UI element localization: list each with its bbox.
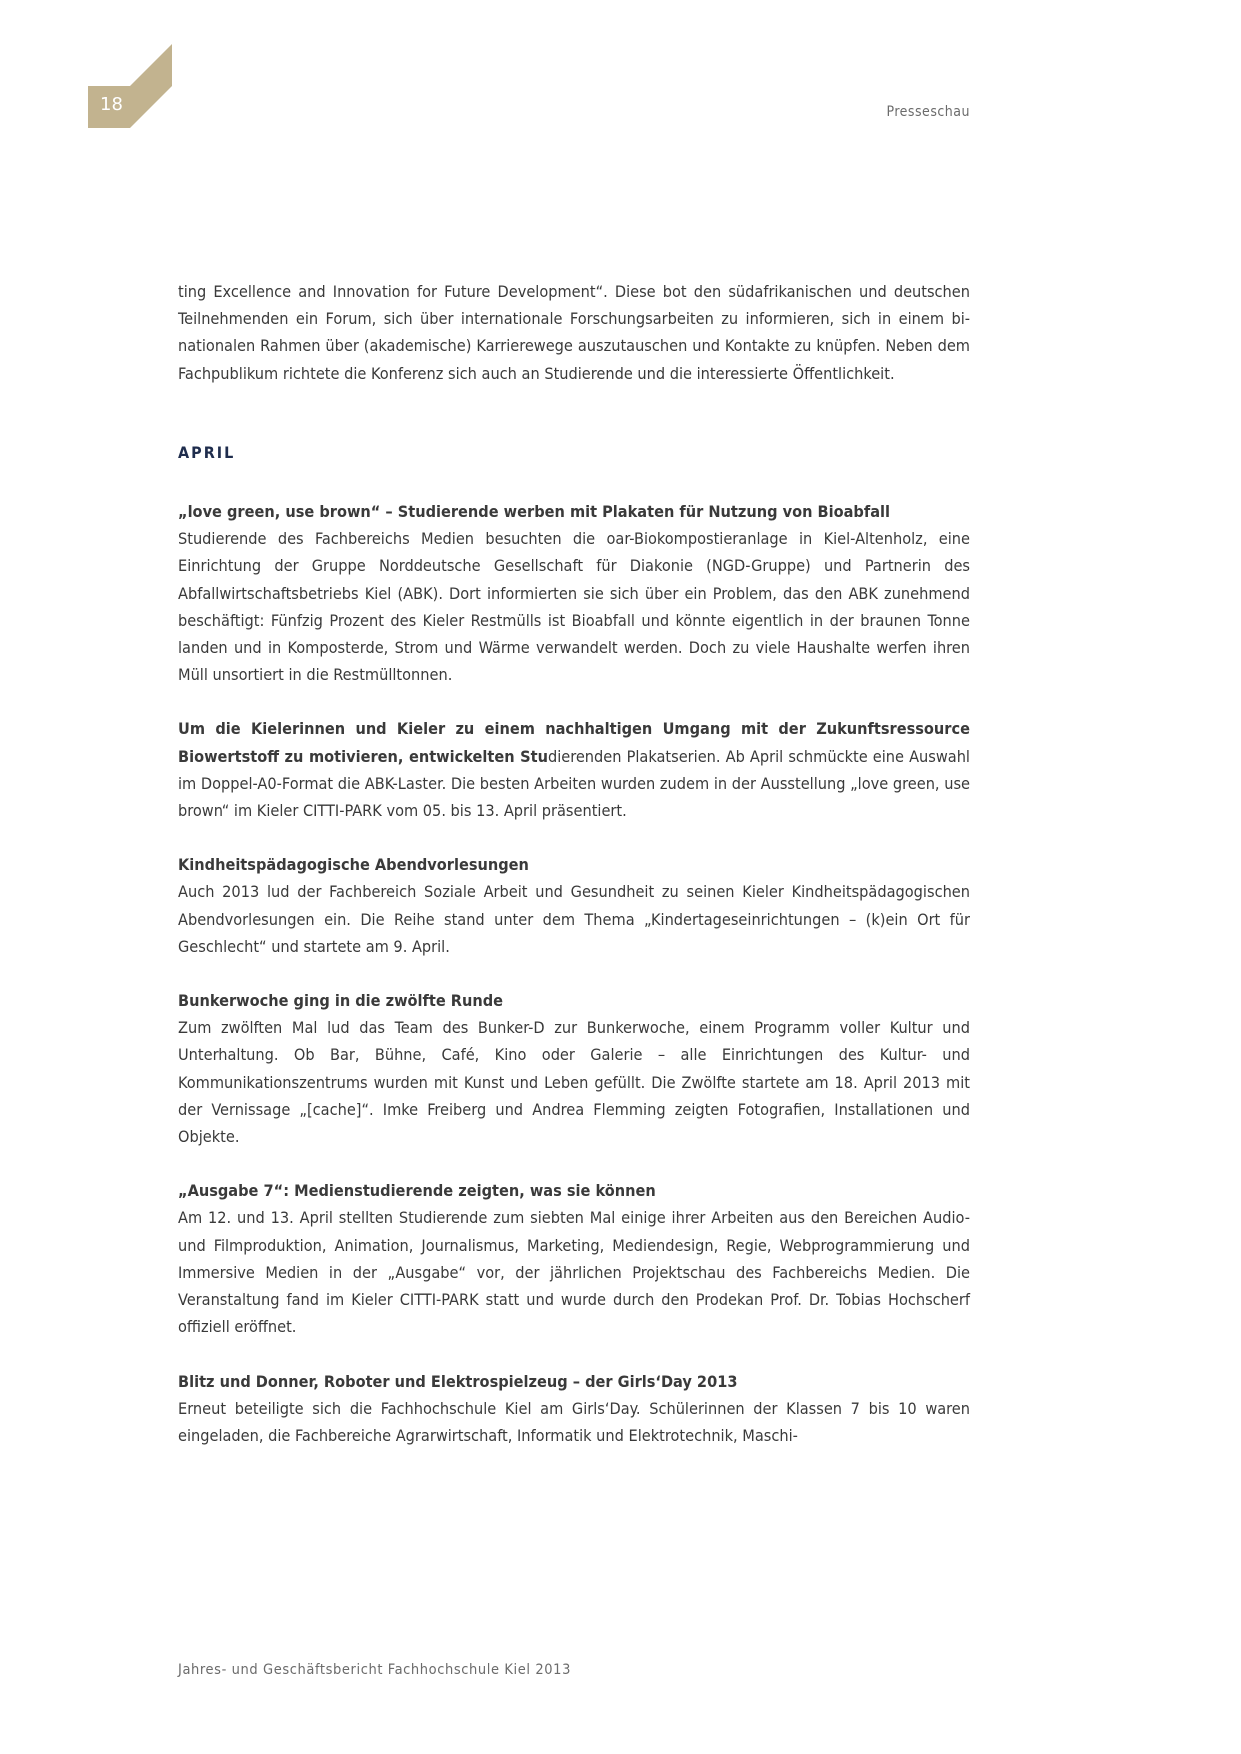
article-body-bold-lead: Um die Kielerinnen und Kieler zu einem nachhaltigen Umgang mit der Zukunftsressource Biowertstoff zu motivieren, entwickelten Stu [178,719,970,766]
running-head: Presseschau [886,104,970,120]
article-bunkerwoche [178,987,970,1150]
intro-paragraph: ting Excellence and Innovation for Future Development“. Diese bot den südafrikanischen und deutschen Teilnehmenden ein Forum, sich über internationale Forschungsarbeiten zu informieren, sich in einem bi-nationalen Rahmen über (akademische) Karrierewege auszutauschen und Kontakte zu knüpfen. Neben dem Fachpublikum richtete die Konferenz sich auch an Studierende und die interessierte Öffentlichkeit. [178,282,970,383]
page-footer: Jahres- und Geschäftsbericht Fachhochschule Kiel 2013 [178,1662,571,1678]
article-body: Studierende des Fachbereichs Medien besuchten die oar-Biokompostieranlage in Kiel-Altenholz, eine Einrichtung der Gruppe Norddeutsche Gesellschaft für Diakonie (NGD-Gruppe) und Partnerin des Abfallwirtschaftsbetriebs Kiel (ABK). Dort informierten sie sich über ein Problem, das den ABK zunehmend beschäftigt: Fünfzig Prozent des Kieler Restmülls ist Bioabfall und könnte eigentlich in der braunen Tonne landen und in Komposterde, Strom und Wärme verwandelt werden. Doch zu viele Haushalte werfen ihren Müll unsortiert in die Restmülltonnen. [178,529,970,685]
article-body: Am 12. und 13. April stellten Studierende zum siebten Mal einige ihrer Arbeiten aus den Bereichen Audio- und Filmproduktion, Animation, Journalismus, Marketing, Mediendesign, Regie, Webprogrammierung und Immersive Medien in der „Ausgabe“ vor, der jährlichen Projektschau des Fachbereichs Medien. Die Veranstaltung fand im Kieler CITTI-PARK statt und wurde durch den Prodekan Prof. Dr. Tobias Hochscherf offiziell eröffnet. [178,1208,970,1337]
page-number: 18 [100,94,123,115]
article-heading: „love green, use brown“ – Studierende werben mit Plakaten für Nutzung von Bioabfall [178,502,890,522]
article-ausgabe-7 [178,1177,970,1340]
section-label-april: APRIL [178,442,236,462]
page-number-tab [88,44,172,128]
article-kindheitspaedagogik [178,851,970,960]
article-heading: Blitz und Donner, Roboter und Elektrospielzeug – der Girls‘Day 2013 [178,1371,738,1391]
article-love-green [178,498,970,824]
article-body-continuation: dierenden Plakatserien. Ab April schmückte eine Auswahl im Doppel-A0-Format die ABK-Laster. Die besten Arbeiten wurden zudem in der Ausstellung „love green, use brown“ im Kieler CITTI-PARK vom 05. bis 13. April präsentiert. [178,746,970,821]
article-body: Zum zwölften Mal lud das Team des Bunker-D zur Bunkerwoche, einem Programm voller Kultur und Unterhaltung. Ob Bar, Bühne, Café, Kino oder Galerie – alle Einrichtungen des Kultur- und Kommunikationszentrums wurden mit Kunst und Leben gefüllt. Die Zwölfte startete am 18. April 2013 mit der Vernissage „[cache]“. Imke Freiberg und Andrea Flemming zeigten Fotografien, Installationen und Objekte. [178,1018,970,1147]
article-body-second [178,715,970,824]
article-heading: Kindheitspädagogische Abendvorlesungen [178,855,529,875]
main-content [178,278,970,1476]
article-heading: Bunkerwoche ging in die zwölfte Runde [178,991,504,1011]
article-body: Auch 2013 lud der Fachbereich Soziale Arbeit und Gesundheit zu seinen Kieler Kindheitspädagogischen Abendvorlesungen ein. Die Reihe stand unter dem Thema „Kindertageseinrichtungen – (k)ein Ort für Geschlecht“ und startete am 9. April. [178,882,970,956]
article-girls-day [178,1368,970,1450]
article-heading: „Ausgabe 7“: Medienstudierende zeigten, was sie können [178,1181,656,1201]
article-body: Erneut beteiligte sich die Fachhochschule Kiel am Girls‘Day. Schülerinnen der Klassen 7 bis 10 waren eingeladen, die Fachbereiche Agrarwirtschaft, Informatik und Elektrotechnik, Maschi- [178,1398,970,1445]
